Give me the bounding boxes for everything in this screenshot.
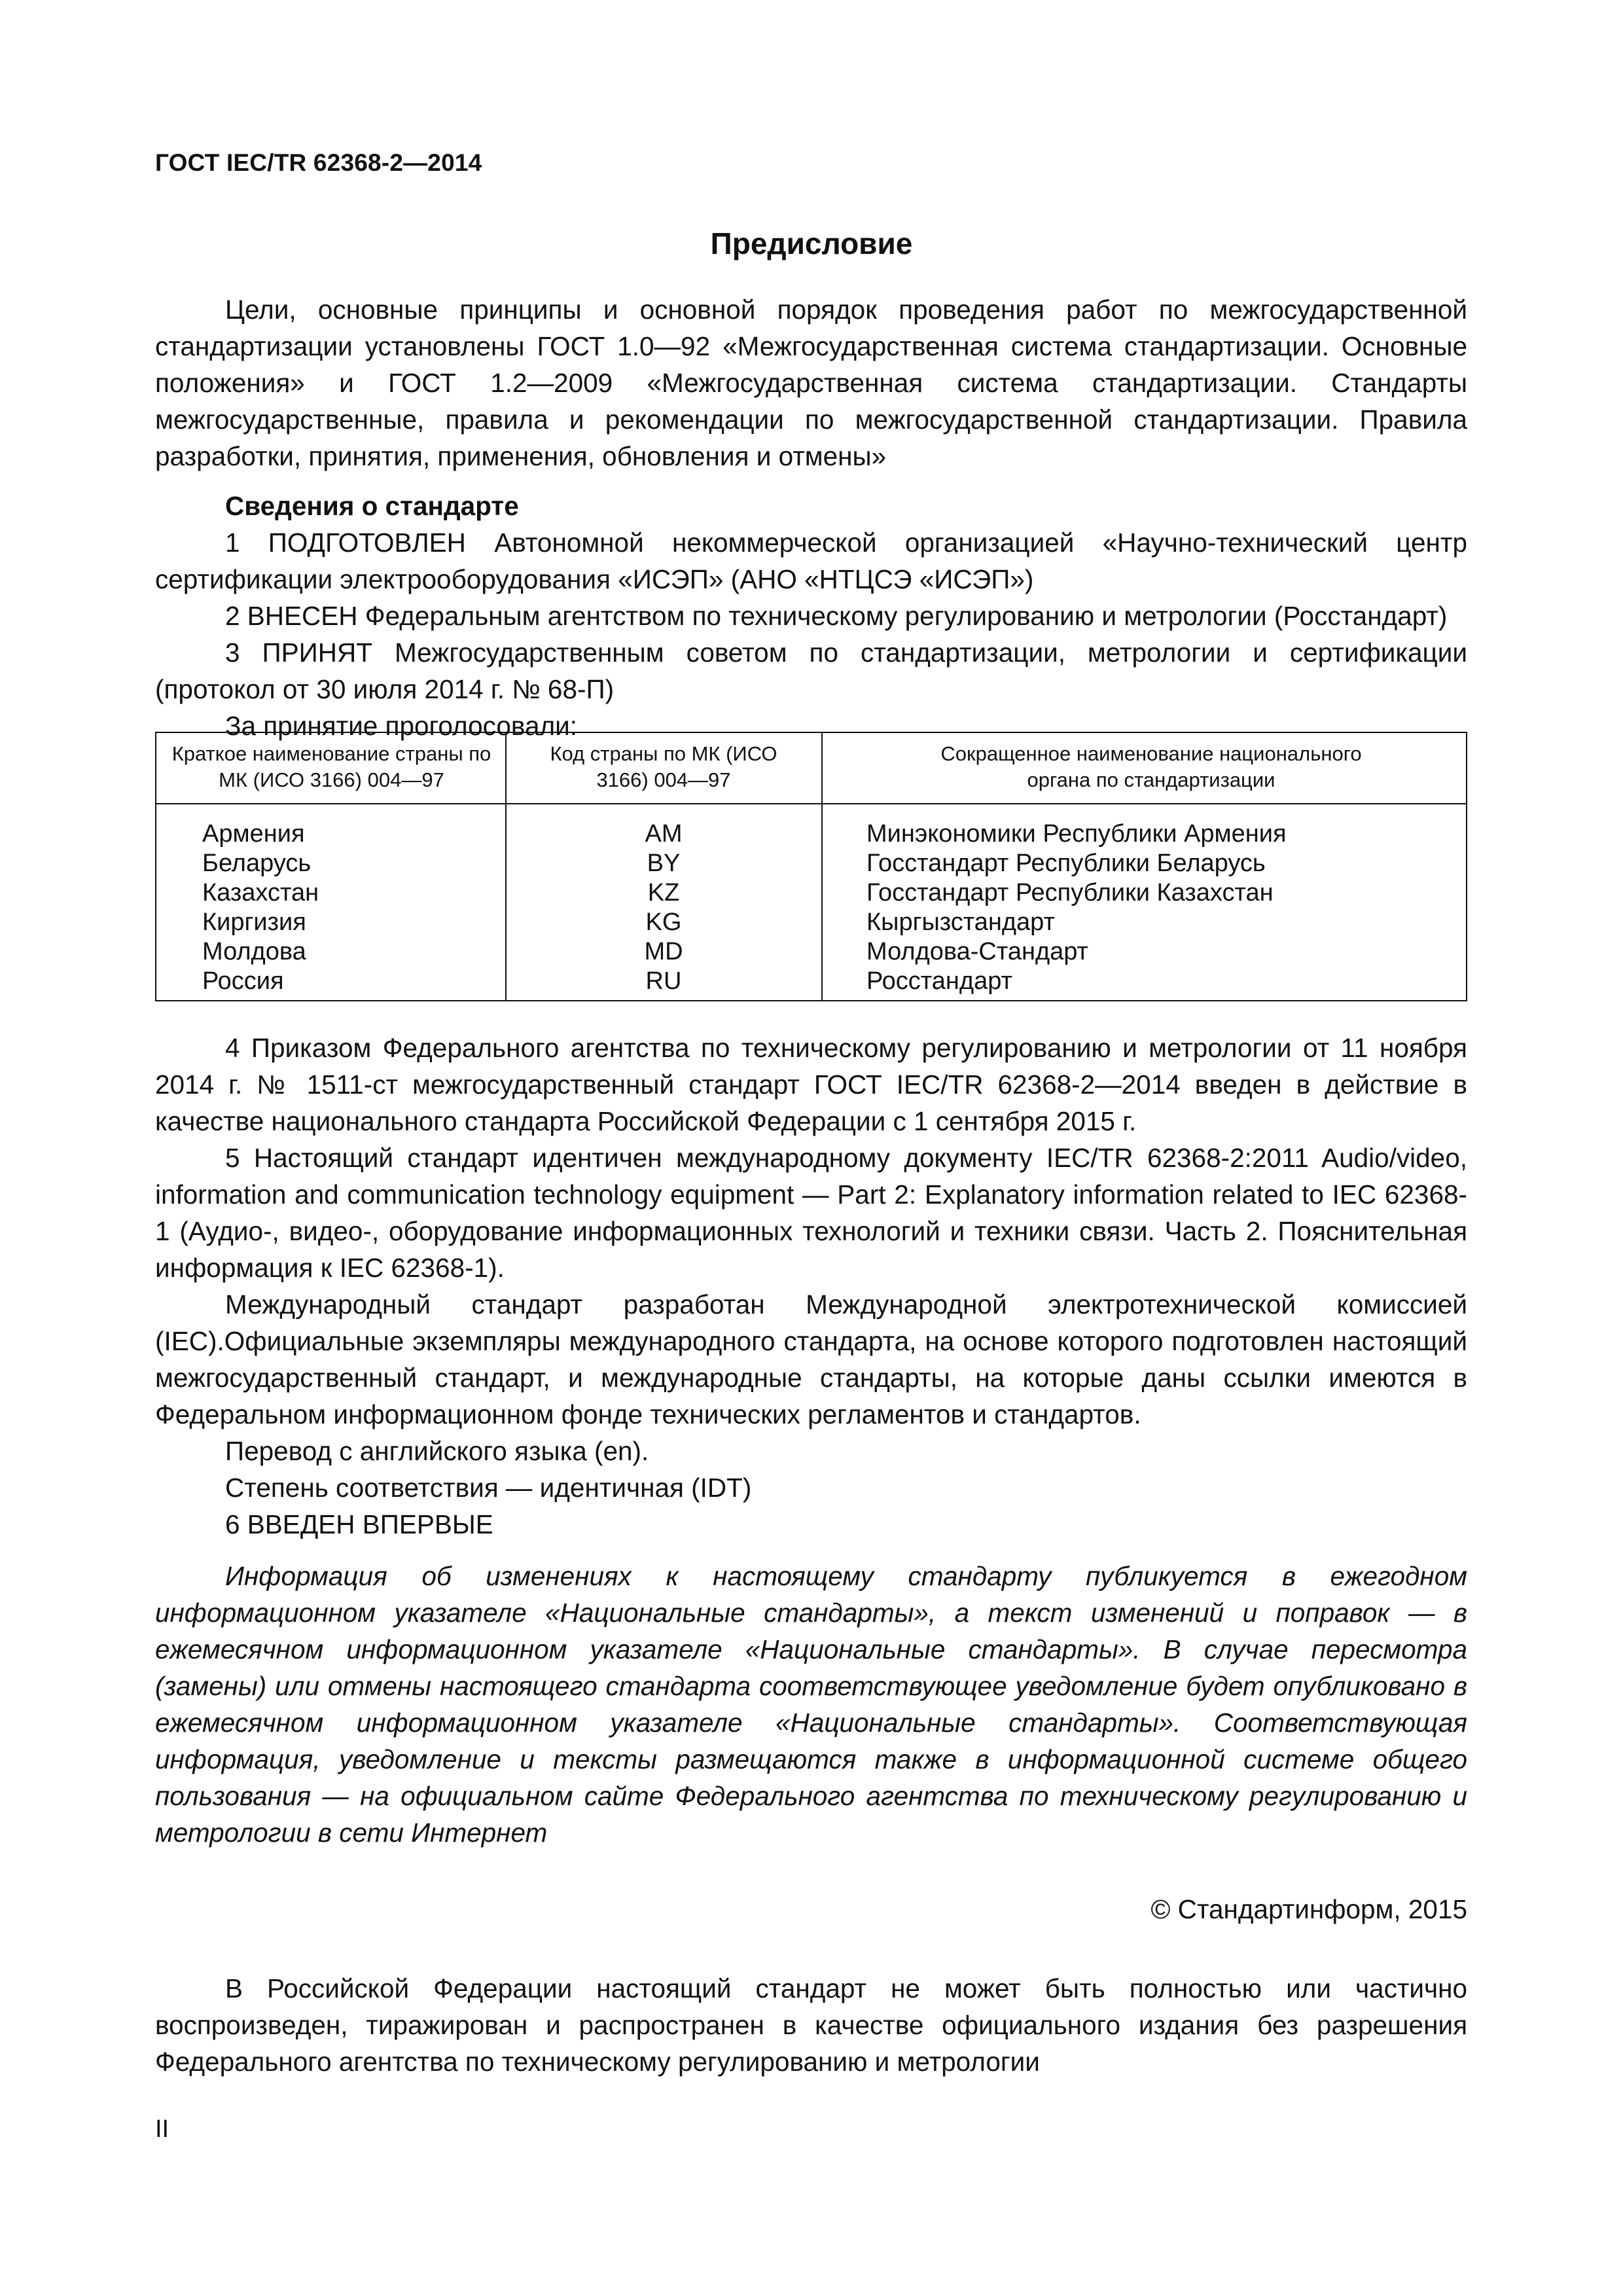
table-cell-country: Армения [202,820,305,848]
table-cell-organization: Минэкономики Республики Армения [866,820,1287,848]
table-cell-code: KG [645,908,682,936]
standard-info-section [155,488,1467,744]
info-item-3: 3 ПРИНЯТ Межгосударственным советом по стандартизации, метрологии и сертификации (протокол от 30 июля 2014 г. № 68-П) [155,637,1467,704]
translation-line: Перевод с английского языка (en). [225,1436,649,1466]
table-cell-code: BY [647,850,681,877]
table-cell-country: Россия [202,967,284,995]
table-cell-country: Беларусь [202,850,312,877]
table-cell-organization: Госстандарт Республики Беларусь [866,850,1266,877]
standard-info-heading: Сведения о стандарте [225,491,519,521]
implementation-section [155,1030,1467,1543]
organization-column [866,819,1287,996]
voted-label: За принятие проголосовали: [225,711,577,741]
table-cell-country: Молдова [202,938,306,965]
degree-line: Степень соответствия — идентичная (IDT) [225,1473,752,1503]
code-column [507,819,821,996]
restriction-paragraph: В Российской Федерации настоящий стандарт не может быть полностью или частично воспроизведен, тиражирован и распространен в качестве официального издания без разрешения Федерального агентства по техническому регулированию и метрологии [155,1973,1467,2077]
table-column-divider [821,733,823,1000]
voting-table [155,732,1467,1001]
info-item-4: 4 Приказом Федерального агентства по техническому регулированию и метрологии от 11 ноября 2014 г. № 1511-ст межгосударственный стандарт ГОСТ IEC/TR 62368-2—2014 введен в действие в качестве национального стандарта Российской Федерации с 1 сентября 2015 г. [155,1033,1467,1136]
table-cell-organization: Молдова-Стандарт [866,938,1088,965]
info-item-5: 5 Настоящий стандарт идентичен международному документу IEC/TR 62368-2:2011 Audio/video, information and communication technology equipment — Part 2: Explanatory information related to IEC 62368-1 (Аудио-, видео-, оборудование информационных технологий и техники связи. Часть 2. Пояснительная информация к IEC 62368-1). [155,1143,1467,1283]
info-item-2: 2 ВНЕСЕН Федеральным агентством по техническому регулированию и метрологии (Росстандарт) [225,601,1448,631]
table-header-organization: Сокращенное наименование национального органа по стандартизации [940,742,1362,791]
table-header-code: Код страны по МК (ИСО 3166) 004—97 [550,742,777,791]
copyright-line: © Стандартинформ, 2015 [1150,1894,1467,1924]
info-item-1: 1 ПОДГОТОВЛЕН Автономной некоммерческой организацией «Научно-технический центр сертификации электрооборудования «ИСЭП» (АНО «НТЦСЭ «ИСЭП») [155,528,1467,594]
page-title: Предисловие [710,226,913,260]
table-cell-code: MD [644,938,683,965]
info-item-6: 6 ВВЕДЕН ВПЕРВЫЕ [225,1509,493,1539]
restriction-section [155,1970,1467,2080]
table-cell-code: RU [645,967,682,995]
document-code-header: ГОСТ IEC/TR 62368-2—2014 [155,149,482,176]
intro-section [155,291,1467,475]
table-cell-organization: Росстандарт [866,967,1012,995]
table-cell-country: Казахстан [202,879,319,906]
change-notice-paragraph: Информация об изменениях к настоящему стандарту публикуется в ежегодном информационном указателе «Национальные стандарты», а текст изменений и поправок — в ежемесячном информационном указателе «Национальные стандарты». В случае пересмотра (замены) или отмены настоящего стандарта соответствующее уведомление будет опубликовано в ежемесячном информационном указателе «Национальные стандарты». Соответствующая информация, уведомление и тексты размещаются также в информационной системе общего пользования — на официальном сайте Федерального агентства по техническому регулированию и метрологии в сети Интернет [155,1561,1467,1848]
table-header-country: Краткое наименование страны по МК (ИСО 3166) 004—97 [171,742,491,791]
intro-paragraph: Цели, основные принципы и основной порядок проведения работ по межгосударственной стандартизации установлены ГОСТ 1.0—92 «Межгосударственная система стандартизации. Основные положения» и ГОСТ 1.2—2009 «Межгосударственная система стандартизации. Стандарты межгосударственные, правила и рекомендации по межгосударственной стандартизации. Правила разработки, принятия, применения, обновления и отмены» [155,295,1467,471]
table-cell-code: AM [645,820,683,848]
table-cell-code: KZ [647,879,680,906]
table-cell-organization: Кыргызстандарт [866,908,1055,936]
international-standard-paragraph: Международный стандарт разработан Международной электротехнической комиссией (IEC).Официальные экземпляры международного стандарта, на основе которого подготовлен настоящий межгосударственный стандарт, и международные стандарты, на которые даны ссылки имеются в Федеральном информационном фонде технических регламентов и стандартов. [155,1289,1467,1429]
table-cell-organization: Госстандарт Республики Казахстан [866,879,1274,906]
page-number: II [155,2115,169,2143]
table-cell-country: Киргизия [202,908,306,936]
change-notice-section [155,1558,1467,1851]
country-column [202,819,319,996]
